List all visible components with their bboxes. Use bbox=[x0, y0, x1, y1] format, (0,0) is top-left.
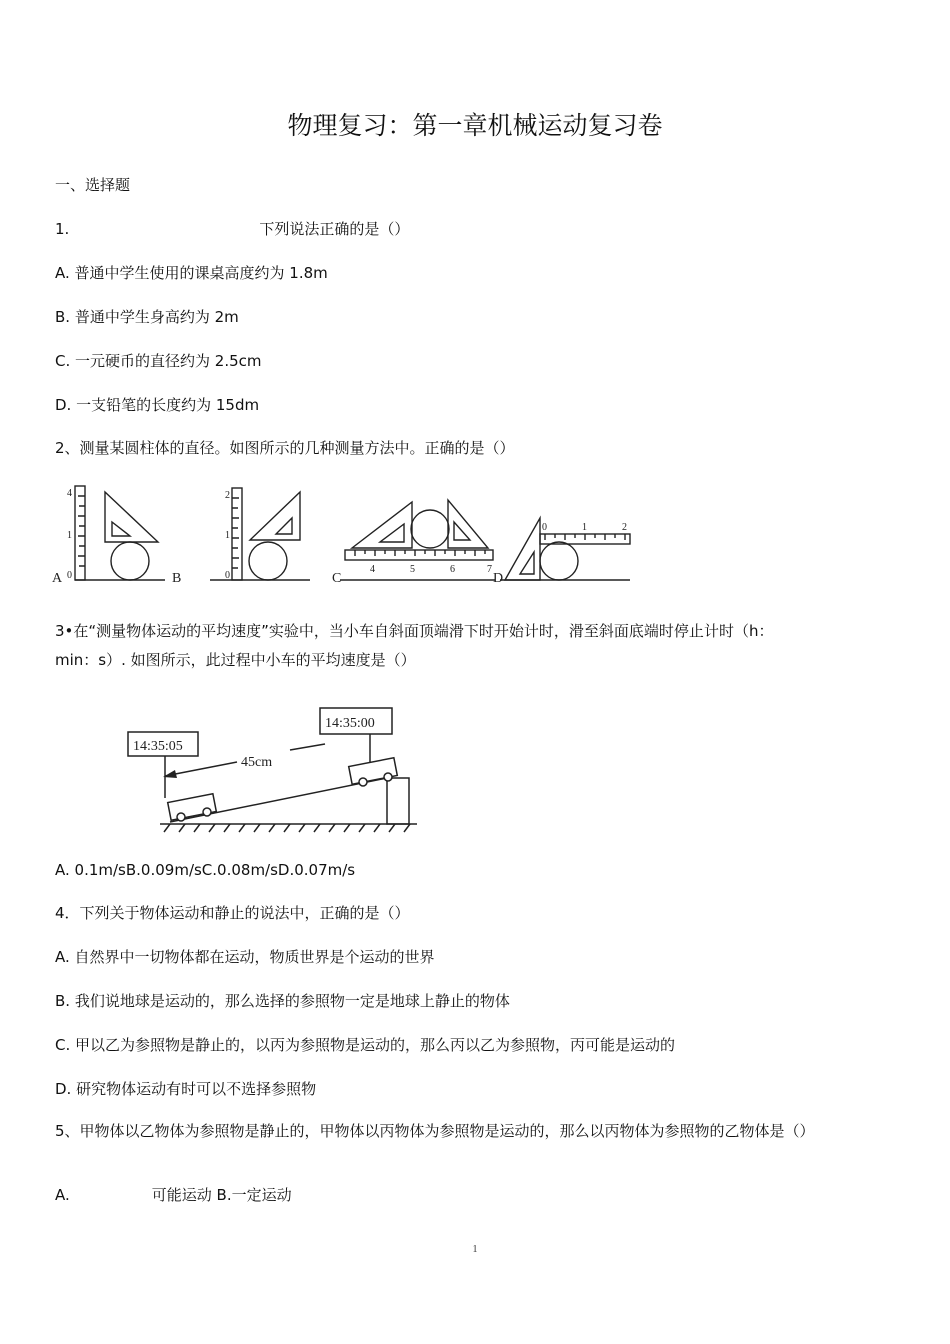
question-1-text: 下列说法正确的是（） bbox=[259, 220, 410, 238]
question-3-stem-line-2: min：s）. 如图所示，此过程中小车的平均速度是（） bbox=[55, 651, 416, 669]
question-5-option-a-label: A. bbox=[55, 1186, 70, 1204]
question-3-options: A. 0.1m/sB.0.09m/sC.0.08m/sD.0.07m/s bbox=[55, 861, 356, 879]
question-4-stem: 4．下列关于物体运动和静止的说法中，正确的是（） bbox=[55, 904, 410, 922]
ruler-c bbox=[345, 550, 493, 560]
figure-label-c: C bbox=[332, 571, 342, 586]
question-4-option-a: A. 自然界中一切物体都在运动，物质世界是个运动的世界 bbox=[55, 948, 435, 966]
ruler-a-tick-0: 0 bbox=[67, 570, 72, 581]
ruler-a-tick-1: 1 bbox=[67, 530, 72, 541]
incline-slope bbox=[170, 778, 387, 822]
incline-cart-figure bbox=[125, 700, 425, 840]
question-1-number: 1. bbox=[55, 220, 70, 238]
question-2-stem: 2、测量某圆柱体的直径。如图所示的几种测量方法中。正确的是（） bbox=[55, 439, 515, 457]
question-1-option-a: A. 普通中学生使用的课桌高度约为 1.8m bbox=[55, 264, 328, 282]
ruler-d-tick-2: 2 bbox=[622, 522, 627, 533]
ruler-a-tick-4: 4 bbox=[67, 488, 72, 499]
timer-end: 14:35:05 bbox=[133, 739, 183, 754]
question-3-stem-line-1: 3•在“测量物体运动的平均速度”实验中，当小车自斜面顶端滑下时开始计时，滑至斜面底端时停止计时（h： bbox=[55, 622, 774, 640]
document-title: 物理复习：第一章机械运动复习卷 bbox=[287, 111, 663, 140]
distance-label: 45cm bbox=[241, 755, 273, 770]
measurement-methods-figure bbox=[50, 482, 640, 590]
figure-label-a: A bbox=[52, 571, 63, 586]
cylinder-d bbox=[540, 542, 578, 580]
cylinder-b bbox=[249, 542, 287, 580]
question-4-option-b: B. 我们说地球是运动的，那么选择的参照物一定是地球上静止的物体 bbox=[55, 992, 510, 1010]
cylinder-c bbox=[411, 510, 449, 548]
cylinder-a bbox=[111, 542, 149, 580]
question-1-option-d: D. 一支铅笔的长度约为 15dm bbox=[55, 396, 260, 414]
section-heading: 一、选择题 bbox=[55, 176, 131, 194]
ruler-b-tick-0: 0 bbox=[225, 570, 230, 581]
question-5-options bbox=[55, 1184, 292, 1206]
ruler-d-tick-0: 0 bbox=[542, 522, 547, 533]
ruler-b-tick-2: 2 bbox=[225, 490, 230, 501]
question-1-stem bbox=[55, 218, 409, 240]
figure-label-d: D bbox=[493, 571, 504, 586]
question-1-option-b: B. 普通中学生身高约为 2m bbox=[55, 308, 239, 326]
incline-support-block bbox=[387, 778, 409, 824]
question-5-option-text: 可能运动 B.一定运动 bbox=[151, 1186, 292, 1204]
ruler-c-tick-4: 4 bbox=[370, 564, 375, 575]
ruler-b-tick-1: 1 bbox=[225, 530, 230, 541]
question-4-option-c: C. 甲以乙为参照物是静止的，以丙为参照物是运动的，那么丙以乙为参照物，丙可能是运动的 bbox=[55, 1036, 676, 1054]
question-5-stem: 5、甲物体以乙物体为参照物是静止的，甲物体以丙物体为参照物是运动的，那么以丙物体为参照物的乙物体是（） bbox=[55, 1122, 815, 1140]
ruler-b bbox=[232, 488, 242, 580]
page-number: 1 bbox=[472, 1244, 478, 1255]
timer-start: 14:35:00 bbox=[325, 716, 375, 731]
ruler-c-tick-5: 5 bbox=[410, 564, 415, 575]
question-1-option-c: C. 一元硬币的直径约为 2.5cm bbox=[55, 352, 262, 370]
ruler-d-tick-1: 1 bbox=[582, 522, 587, 533]
set-square-a bbox=[105, 492, 158, 542]
figure-label-b: B bbox=[172, 571, 182, 586]
question-4-option-d: D. 研究物体运动有时可以不选择参照物 bbox=[55, 1080, 317, 1098]
ruler-c-tick-7: 7 bbox=[487, 564, 492, 575]
ruler-c-tick-6: 6 bbox=[450, 564, 455, 575]
